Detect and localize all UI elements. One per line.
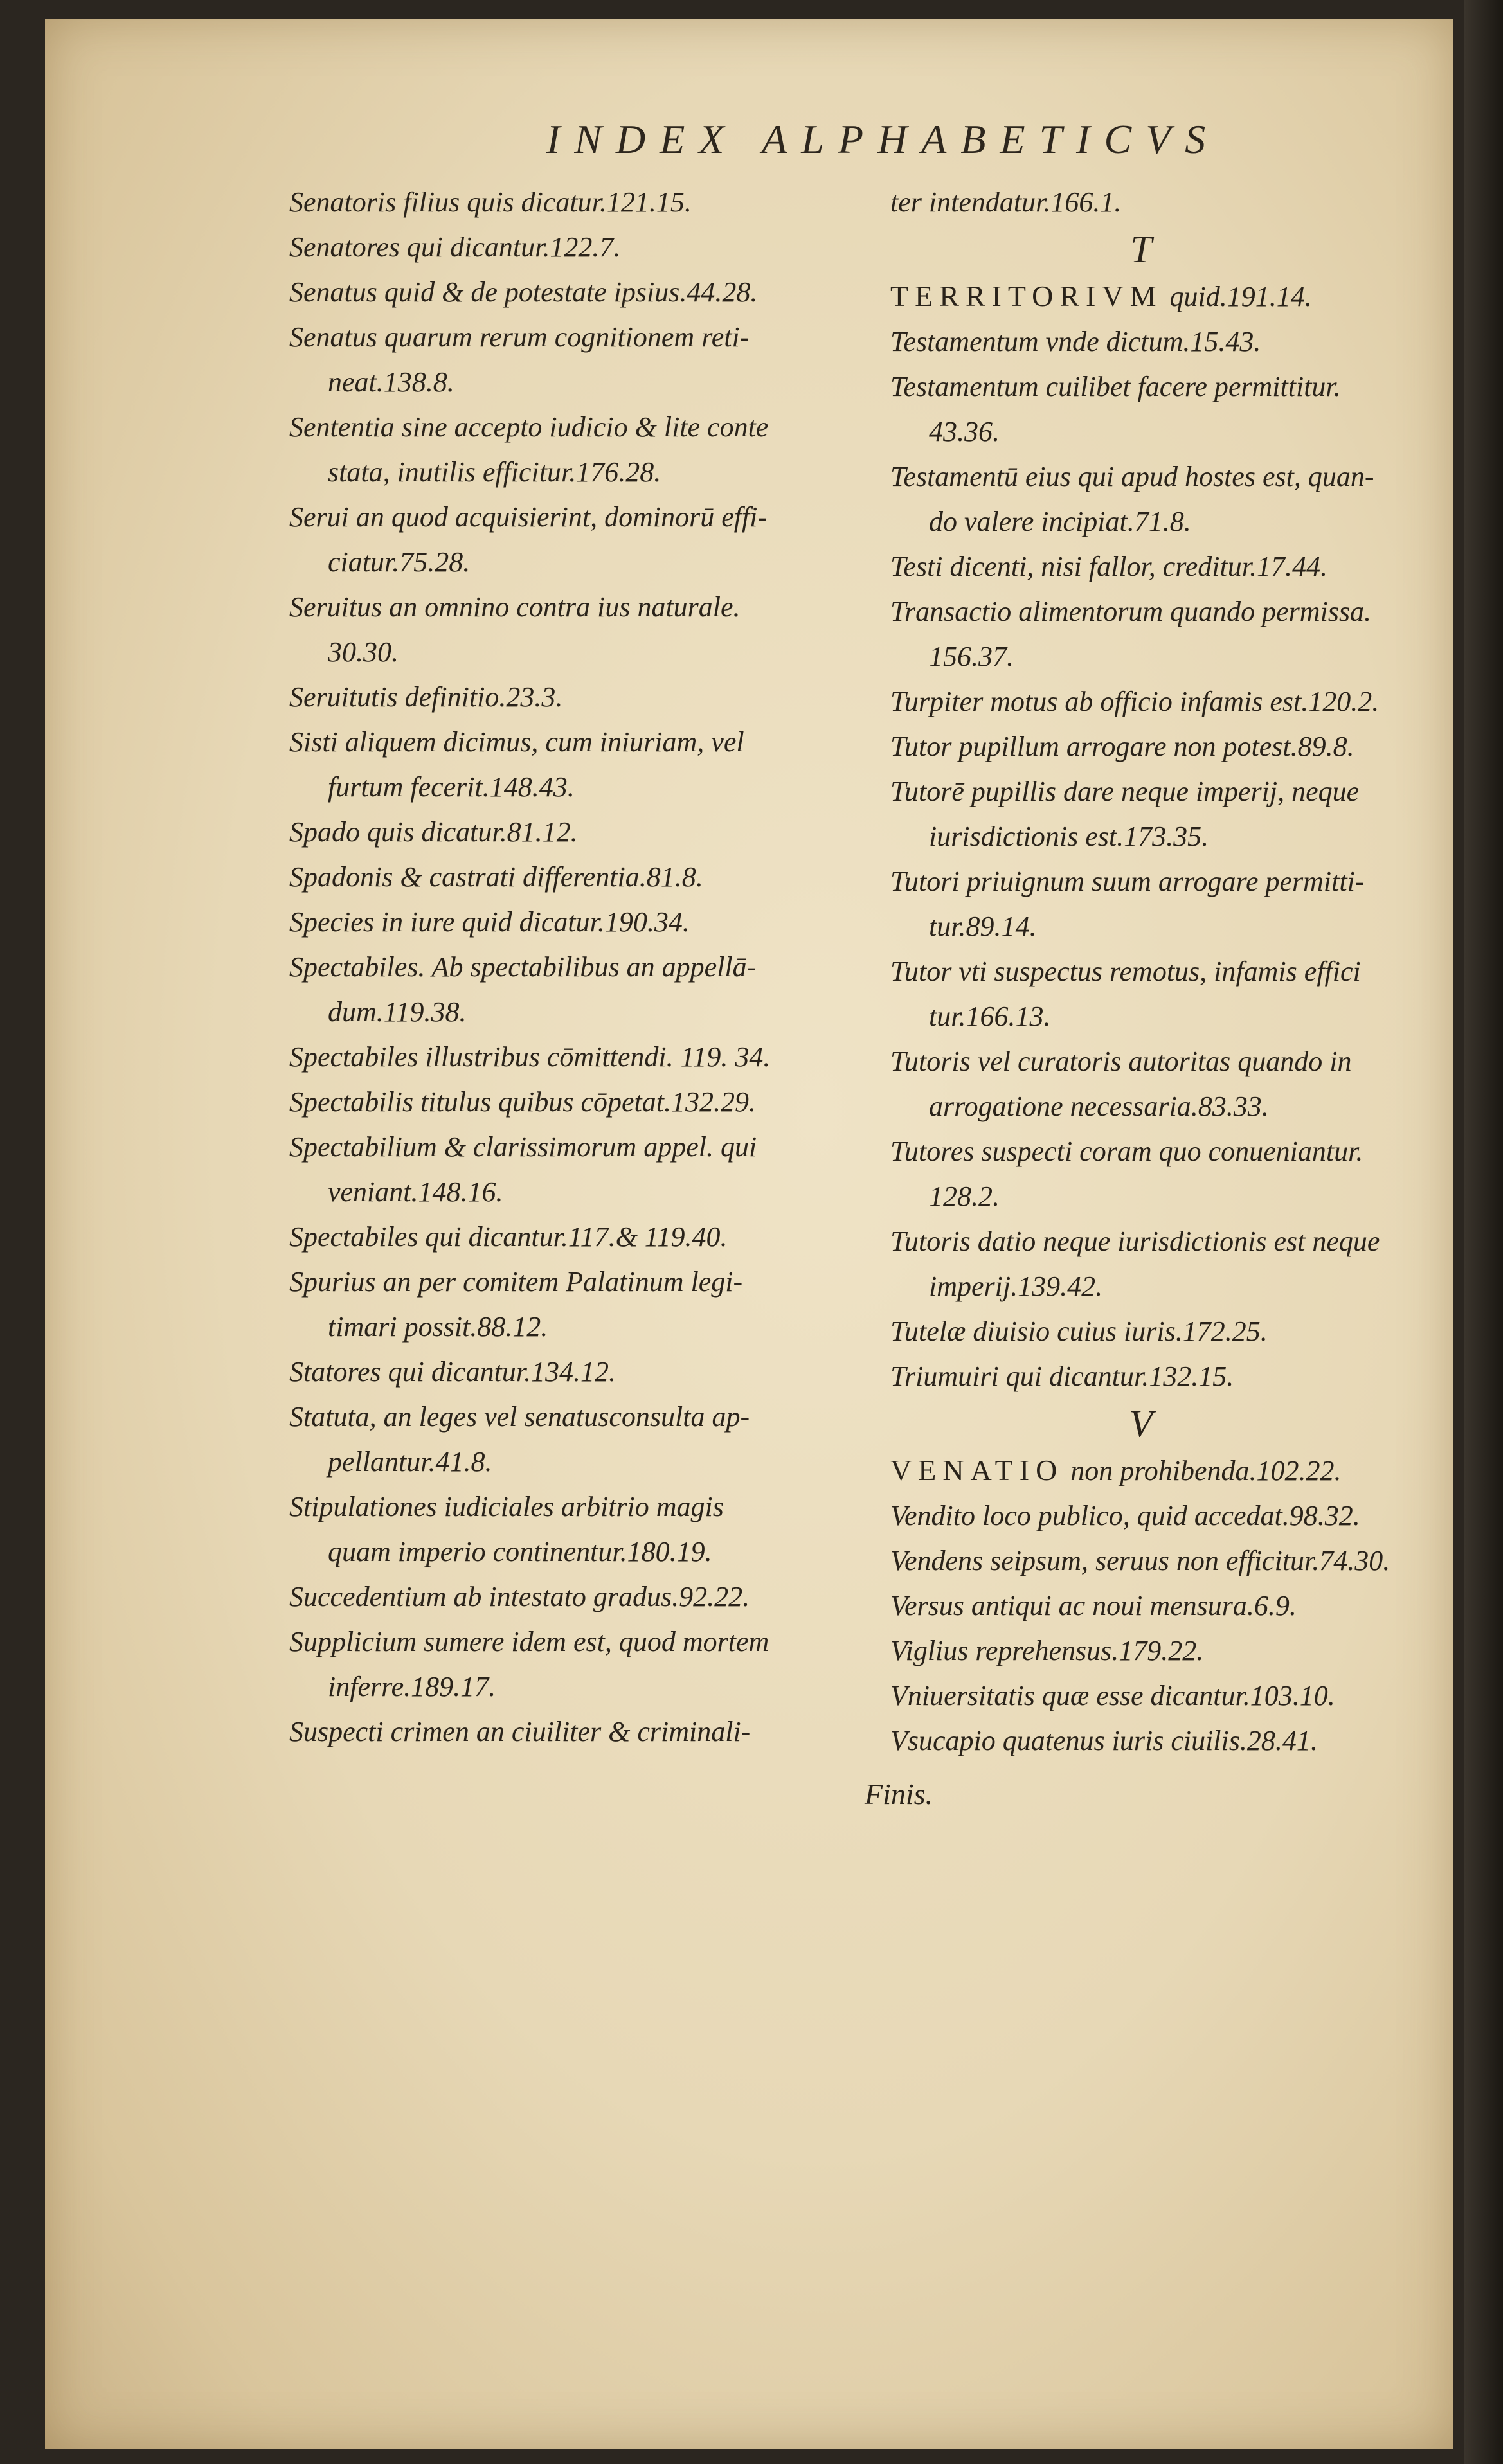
entry-text: Senatoris filius quis dicatur.121.15. xyxy=(289,186,692,218)
index-entry xyxy=(890,1129,1469,1219)
entry-text: Tutori priuignum suum arrogare permitti- xyxy=(890,866,1365,897)
entry-text: Versus antiqui ac noui mensura.6.9. xyxy=(890,1590,1297,1621)
entry-text: Serui an quod acquisierint, dominorū effi- xyxy=(289,501,768,533)
index-entry xyxy=(289,1395,906,1485)
index-entry xyxy=(289,225,906,270)
index-entry xyxy=(890,544,1469,589)
entry-continuation: ciatur.75.28. xyxy=(328,546,471,578)
entry-text: Testamentū eius qui apud hostes est, quan- xyxy=(890,461,1374,492)
entry-continuation: pellantur.41.8. xyxy=(328,1446,492,1478)
index-entry xyxy=(289,1620,906,1710)
index-entry xyxy=(890,1539,1469,1584)
page-header: INDEX ALPHABETICVS xyxy=(546,116,1220,162)
entry-text: Spectabilis titulus quibus cōpetat.132.29. xyxy=(289,1086,756,1118)
entry-text: non prohibenda.102.22. xyxy=(1063,1455,1342,1486)
entry-text: Species in iure quid dicatur.190.34. xyxy=(289,906,690,938)
finis-label: Finis. xyxy=(865,1778,933,1810)
index-entry xyxy=(289,585,906,675)
entry-text: Spectabiles illustribus cōmittendi. 119. 34. xyxy=(289,1041,771,1073)
section-letter: V xyxy=(1129,1402,1153,1445)
entry-text: Spectabiles qui dicantur.117.& 119.40. xyxy=(289,1221,728,1253)
index-entry xyxy=(890,679,1469,724)
index-entry xyxy=(289,315,906,405)
index-entry xyxy=(890,364,1469,454)
entry-continuation: dum.119.38. xyxy=(328,996,467,1028)
entry-text: Tutor vti suspectus remotus, infamis effici xyxy=(890,956,1361,987)
entry-text: Tutorē pupillis dare neque imperij, neque xyxy=(890,776,1360,807)
entry-text: Statores qui dicantur.134.12. xyxy=(289,1356,616,1388)
index-entry xyxy=(289,1350,906,1395)
entry-text: Senatus quid & de potestate ipsius.44.28. xyxy=(289,276,758,308)
index-entry xyxy=(890,724,1469,769)
entry-continuation: tur.166.13. xyxy=(929,1001,1051,1032)
entry-continuation: furtum fecerit.148.43. xyxy=(328,771,575,803)
entry-text: Vniuersitatis quæ esse dicantur.103.10. xyxy=(890,1680,1335,1711)
entry-continuation: timari possit.88.12. xyxy=(328,1311,548,1343)
entry-capital-word: TERRITORIVM xyxy=(890,280,1163,312)
index-entry xyxy=(289,405,906,495)
entry-text: Vendens seipsum, seruus non efficitur.74.30. xyxy=(890,1545,1390,1576)
entry-text: Supplicium sumere idem est, quod mortem xyxy=(289,1626,770,1657)
index-entry xyxy=(289,270,906,315)
entry-text: Senatores qui dicantur.122.7. xyxy=(289,231,621,263)
entry-text: Stipulationes iudiciales arbitrio magis xyxy=(289,1491,724,1522)
index-entry xyxy=(890,1494,1469,1539)
entry-continuation: veniant.148.16. xyxy=(328,1176,503,1208)
index-entry xyxy=(890,859,1469,949)
entry-text: Tutelæ diuisio cuius iuris.172.25. xyxy=(890,1316,1268,1347)
entry-text: Turpiter motus ab officio infamis est.120.2. xyxy=(890,686,1380,717)
entry-text: Statuta, an leges vel senatusconsulta ap- xyxy=(289,1401,750,1433)
index-entry xyxy=(289,855,906,900)
index-entry xyxy=(289,1575,906,1620)
entry-text: Tutores suspecti coram quo conueniantur. xyxy=(890,1136,1364,1167)
entry-text: quid.191.14. xyxy=(1162,281,1312,312)
index-column-left xyxy=(289,180,906,1754)
index-entry xyxy=(289,1035,906,1080)
entry-continuation: imperij.139.42. xyxy=(929,1271,1103,1302)
index-entry xyxy=(890,589,1469,679)
index-entry xyxy=(289,810,906,855)
entry-text: Transactio alimentorum quando permissa. xyxy=(890,596,1372,627)
entry-continuation: iurisdictionis est.173.35. xyxy=(929,821,1209,852)
index-column-right xyxy=(890,180,1469,1763)
index-entry xyxy=(289,180,906,225)
book-page xyxy=(45,19,1453,2449)
entry-continuation: 156.37. xyxy=(929,641,1014,672)
entry-text: Testamentum vnde dictum.15.43. xyxy=(890,326,1261,357)
index-entry xyxy=(890,1448,1469,1494)
entry-text: Sisti aliquem dicimus, cum iniuriam, vel xyxy=(289,726,744,758)
index-entry xyxy=(890,1039,1469,1129)
index-entry xyxy=(289,945,906,1035)
entry-text: Spadonis & castrati differentia.81.8. xyxy=(289,861,703,893)
index-entry xyxy=(289,495,906,585)
entry-continuation: arrogatione necessaria.83.33. xyxy=(929,1091,1269,1122)
index-entry xyxy=(890,1584,1469,1629)
index-entry xyxy=(289,1260,906,1350)
entry-continuation: inferre.189.17. xyxy=(328,1671,496,1702)
entry-text: ter intendatur.166.1. xyxy=(890,186,1122,218)
entry-continuation: stata, inutilis efficitur.176.28. xyxy=(328,456,662,488)
index-entry xyxy=(289,1080,906,1125)
index-entry xyxy=(890,274,1469,319)
index-entry xyxy=(890,1719,1469,1763)
index-entry xyxy=(890,1219,1469,1309)
entry-continuation: do valere incipiat.71.8. xyxy=(929,506,1191,537)
entry-continuation: 43.36. xyxy=(929,416,1000,447)
entry-text: Triumuiri qui dicantur.132.15. xyxy=(890,1361,1234,1392)
entry-text: Viglius reprehensus.179.22. xyxy=(890,1635,1204,1666)
entry-text: Seruitutis definitio.23.3. xyxy=(289,681,563,713)
entry-continuation: neat.138.8. xyxy=(328,366,455,398)
index-entry xyxy=(289,720,906,810)
entry-text: Vendito loco publico, quid accedat.98.32. xyxy=(890,1500,1360,1531)
entry-text: Testi dicenti, nisi fallor, creditur.17.44. xyxy=(890,551,1328,582)
entry-text: Sententia sine accepto iudicio & lite conte xyxy=(289,411,769,443)
index-entry xyxy=(890,769,1469,859)
entry-text: Succedentium ab intestato gradus.92.22. xyxy=(289,1581,750,1612)
entry-text: Suspecti crimen an ciuiliter & criminali- xyxy=(289,1716,751,1747)
entry-text: Senatus quarum rerum cognitionem reti- xyxy=(289,321,750,353)
index-entry xyxy=(289,1125,906,1215)
section-letter: T xyxy=(1130,228,1152,271)
entry-text: Spectabiles. Ab spectabilibus an appellā- xyxy=(289,951,757,983)
entry-text: Testamentum cuilibet facere permittitur. xyxy=(890,371,1341,402)
index-entry xyxy=(890,1309,1469,1354)
index-entry xyxy=(289,1215,906,1260)
index-entry xyxy=(890,1354,1469,1399)
entry-continuation: 30.30. xyxy=(328,636,399,668)
book-spine xyxy=(1464,0,1503,2464)
index-entry xyxy=(890,1674,1469,1719)
entry-text: Spectabilium & clarissimorum appel. qui xyxy=(289,1131,757,1163)
entry-text: Spado quis dicatur.81.12. xyxy=(289,816,578,848)
index-entry xyxy=(890,454,1469,544)
index-entry xyxy=(289,1710,906,1754)
entry-text: Tutor pupillum arrogare non potest.89.8. xyxy=(890,731,1354,762)
index-entry xyxy=(890,949,1469,1039)
entry-capital-word: VENATIO xyxy=(890,1454,1064,1486)
entry-text: Seruitus an omnino contra ius naturale. xyxy=(289,591,741,623)
entry-continuation: 128.2. xyxy=(929,1181,1000,1212)
entry-text: Tutoris vel curatoris autoritas quando in xyxy=(890,1046,1352,1077)
entry-text: Vsucapio quatenus iuris ciuilis.28.41. xyxy=(890,1725,1318,1756)
index-entry xyxy=(289,675,906,720)
index-entry xyxy=(890,180,1469,225)
index-entry xyxy=(890,1629,1469,1674)
index-entry xyxy=(289,1485,906,1575)
entry-text: Tutoris datio neque iurisdictionis est neque xyxy=(890,1226,1380,1257)
entry-continuation: quam imperio continentur.180.19. xyxy=(328,1536,712,1567)
entry-text: Spurius an per comitem Palatinum legi- xyxy=(289,1266,743,1298)
index-entry xyxy=(890,319,1469,364)
index-entry xyxy=(289,900,906,945)
entry-continuation: tur.89.14. xyxy=(929,911,1037,942)
